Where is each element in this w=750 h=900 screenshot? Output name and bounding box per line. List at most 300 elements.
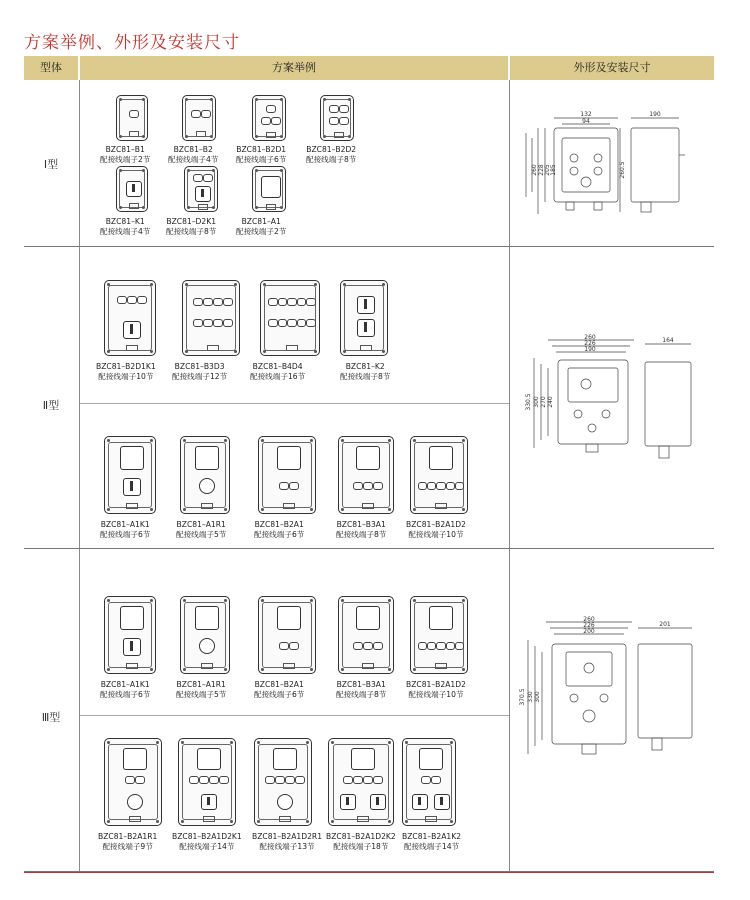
screw-icon: [185, 283, 188, 286]
terminal-note: 配接线端子10节: [408, 529, 464, 539]
selector-switch-icon: [123, 478, 141, 496]
enclosure-box: [338, 596, 394, 674]
indicator-lamp-icon: [373, 642, 383, 650]
screw-icon: [142, 206, 145, 209]
indicator-lamp-icon: [455, 642, 464, 650]
terminal-note: 配接线端子14节: [179, 841, 235, 851]
indicator-lamp-icon: [339, 117, 349, 125]
enclosure-box: [340, 280, 388, 356]
indicator-lamp-icon: [191, 110, 201, 118]
ammeter-icon: [429, 606, 453, 630]
indicator-lamp-icon: [265, 776, 275, 784]
terminal-note: 配接线端子13节: [259, 841, 315, 851]
scheme-caption: [326, 832, 396, 851]
screw-icon: [150, 439, 153, 442]
enclosure-box: [182, 95, 216, 141]
screw-icon: [224, 439, 227, 442]
dim-width-outer: 260: [583, 616, 595, 623]
screw-icon: [119, 169, 122, 172]
enclosure-box: [104, 596, 156, 674]
screw-icon: [314, 283, 317, 286]
screw-icon: [255, 135, 258, 138]
screw-icon: [187, 206, 190, 209]
dim-height-4: 185: [550, 164, 557, 176]
terminal-note: 配接线端子6节: [100, 689, 151, 699]
screw-icon: [255, 206, 258, 209]
model-number: BZC81–B2A1K2: [402, 832, 462, 841]
enclosure-box: [252, 95, 286, 141]
selector-switch-icon: [434, 794, 450, 810]
dim-width-inner: 190: [584, 346, 596, 353]
screw-icon: [450, 820, 453, 823]
indicator-lamp-icon: [455, 482, 464, 490]
screw-icon: [224, 599, 227, 602]
nameplate-icon: [126, 663, 138, 669]
terminal-note: 配接线端子4节: [168, 154, 219, 164]
scheme-caption: [236, 145, 286, 164]
screw-icon: [210, 98, 213, 101]
scheme-caption: [236, 217, 286, 236]
indicator-lamp-icon: [285, 776, 295, 784]
indicator-lamp-icon: [446, 642, 455, 650]
indicator-lamp-icon: [306, 298, 316, 306]
indicator-lamp-icon: [287, 319, 297, 327]
terminal-note: 配接线端子8节: [336, 689, 387, 699]
screw-icon: [314, 350, 317, 353]
screw-icon: [107, 283, 110, 286]
indicator-lamp-icon: [279, 482, 289, 490]
screw-icon: [212, 206, 215, 209]
enclosure-box: [252, 166, 286, 212]
indicator-lamp-icon: [275, 776, 285, 784]
indicator-lamp-icon: [329, 117, 339, 125]
header-dims: 外形及安装尺寸: [510, 56, 714, 80]
selector-switch-icon: [126, 181, 142, 197]
page-title: 方案举例、外形及安装尺寸: [24, 33, 240, 53]
switch-handle-icon: [130, 641, 133, 651]
indicator-lamp-icon: [436, 482, 445, 490]
nameplate-icon: [266, 132, 276, 138]
terminal-note: 配接线端子6节: [236, 154, 287, 164]
screw-icon: [183, 508, 186, 511]
terminal-note: 配接线端子6节: [100, 529, 151, 539]
dim-height-total: 330.5: [525, 393, 532, 411]
scheme-caption: [100, 217, 150, 236]
screw-icon: [107, 350, 110, 353]
indicator-lamp-icon: [418, 482, 427, 490]
scheme-caption: [100, 145, 150, 164]
indicator-lamp-icon: [193, 319, 203, 327]
sub-divider: [80, 715, 509, 716]
enclosure-box: [104, 280, 156, 356]
indicator-lamp-icon: [279, 642, 289, 650]
indicator-lamp-icon: [201, 110, 211, 118]
dim-height-2: 300: [534, 691, 541, 703]
screw-icon: [156, 820, 159, 823]
push-button-icon: [199, 638, 215, 654]
selector-switch-icon: [357, 296, 375, 314]
screw-icon: [462, 508, 465, 511]
screw-icon: [181, 820, 184, 823]
terminal-note: 配接线端子18节: [333, 841, 389, 851]
indicator-lamp-icon: [339, 105, 349, 113]
indicator-lamp-icon: [193, 298, 203, 306]
ammeter-icon: [123, 748, 147, 770]
screw-icon: [331, 741, 334, 744]
dim-width-outer: 260: [584, 334, 596, 341]
screw-icon: [413, 508, 416, 511]
push-button-icon: [127, 794, 143, 810]
dim-height-2: 270: [540, 396, 547, 408]
indicator-lamp-icon: [287, 298, 297, 306]
col-divider: [79, 80, 80, 872]
indicator-lamp-icon: [266, 105, 276, 113]
model-number: BZC81–B2A1R1: [98, 832, 158, 841]
screw-icon: [388, 439, 391, 442]
indicator-lamp-icon: [223, 319, 233, 327]
screw-icon: [341, 439, 344, 442]
indicator-lamp-icon: [295, 776, 305, 784]
screw-icon: [107, 741, 110, 744]
scheme-caption: [168, 145, 218, 164]
indicator-lamp-icon: [268, 319, 278, 327]
screw-icon: [343, 283, 346, 286]
indicator-lamp-icon: [189, 776, 199, 784]
screw-icon: [341, 508, 344, 511]
enclosure-box: [320, 95, 354, 141]
screw-icon: [212, 169, 215, 172]
nameplate-icon: [126, 345, 138, 351]
ammeter-icon: [277, 446, 301, 470]
indicator-lamp-icon: [418, 642, 427, 650]
screw-icon: [310, 439, 313, 442]
screw-icon: [341, 668, 344, 671]
screw-icon: [183, 599, 186, 602]
terminal-note: 配接线端子8节: [166, 226, 217, 236]
nameplate-icon: [360, 345, 372, 351]
indicator-lamp-icon: [353, 482, 363, 490]
scheme-caption: [254, 680, 304, 699]
screw-icon: [230, 741, 233, 744]
scheme-caption: [100, 520, 150, 539]
enclosure-box: [180, 596, 230, 674]
ammeter-icon: [195, 606, 219, 630]
enclosure-box: [328, 738, 394, 826]
scheme-caption: [340, 362, 390, 381]
screw-icon: [341, 599, 344, 602]
screw-icon: [263, 350, 266, 353]
indicator-lamp-icon: [135, 776, 145, 784]
dim-depth: 164: [662, 337, 674, 344]
row-label-type2: Ⅱ型: [42, 399, 60, 412]
terminal-note: 配接线端子16节: [250, 371, 306, 381]
indicator-lamp-icon: [199, 776, 209, 784]
scheme-caption: [406, 520, 466, 539]
model-number: BZC81–B2A1D2K1: [172, 832, 242, 841]
scheme-caption: [172, 362, 227, 381]
indicator-lamp-icon: [203, 319, 213, 327]
screw-icon: [119, 98, 122, 101]
screw-icon: [156, 741, 159, 744]
ammeter-icon: [419, 748, 443, 770]
nameplate-icon: [201, 503, 213, 509]
screw-icon: [210, 135, 213, 138]
switch-handle-icon: [132, 184, 135, 192]
switch-handle-icon: [346, 797, 349, 805]
screw-icon: [150, 283, 153, 286]
indicator-lamp-icon: [117, 296, 127, 304]
nameplate-icon: [425, 816, 437, 822]
dim-height-total: 260.5: [619, 161, 626, 179]
selector-switch-icon: [195, 186, 211, 202]
terminal-note: 配接线端子2节: [100, 154, 151, 164]
nameplate-icon: [129, 131, 139, 137]
scheme-caption: [166, 217, 216, 236]
scheme-caption: [336, 520, 386, 539]
screw-icon: [107, 439, 110, 442]
ammeter-icon: [197, 748, 221, 770]
nameplate-icon: [362, 503, 374, 509]
enclosure-box: [402, 738, 456, 826]
terminal-note: 配接线端子5节: [176, 529, 227, 539]
terminal-note: 配接线端子14节: [403, 841, 460, 851]
indicator-lamp-icon: [436, 642, 445, 650]
model-number: BZC81–B2: [173, 145, 213, 154]
scheme-caption: [406, 680, 466, 699]
nameplate-icon: [283, 503, 295, 509]
switch-handle-icon: [130, 324, 133, 334]
screw-icon: [310, 508, 313, 511]
screw-icon: [107, 668, 110, 671]
dim-width-mid: 226: [584, 340, 596, 347]
model-number: BZC81–B2D1: [236, 145, 287, 154]
screw-icon: [280, 169, 283, 172]
scheme-caption: [176, 680, 226, 699]
enclosure-box: [182, 280, 240, 356]
terminal-note: 配接线端子5节: [176, 689, 227, 699]
screw-icon: [388, 508, 391, 511]
ammeter-icon: [277, 606, 301, 630]
ammeter-icon: [261, 176, 281, 198]
nameplate-icon: [129, 203, 139, 209]
terminal-note: 配接线端子8节: [336, 529, 387, 539]
indicator-lamp-icon: [278, 298, 288, 306]
selector-switch-icon: [123, 321, 141, 339]
switch-handle-icon: [418, 797, 421, 805]
indicator-lamp-icon: [125, 776, 135, 784]
dim-width-outer: 132: [580, 111, 592, 118]
model-number: BZC81–B2A1: [254, 520, 304, 529]
ammeter-icon: [273, 748, 297, 770]
nameplate-icon: [198, 204, 208, 210]
indicator-lamp-icon: [353, 776, 363, 784]
screw-icon: [382, 283, 385, 286]
screw-icon: [261, 599, 264, 602]
enclosure-box: [410, 596, 468, 674]
dim-height-2: 228: [538, 164, 545, 176]
screw-icon: [306, 741, 309, 744]
indicator-lamp-icon: [373, 776, 383, 784]
screw-icon: [119, 135, 122, 138]
screw-icon: [331, 820, 334, 823]
nameplate-icon: [435, 503, 447, 509]
selector-switch-icon: [201, 794, 217, 810]
screw-icon: [462, 599, 465, 602]
indicator-lamp-icon: [297, 319, 307, 327]
model-number: BZC81–A1R1: [176, 520, 226, 529]
scheme-caption: [96, 362, 156, 381]
enclosure-box: [258, 436, 316, 514]
screw-icon: [185, 135, 188, 138]
scheme-caption: [252, 832, 322, 851]
indicator-lamp-icon: [129, 110, 139, 118]
screw-icon: [450, 741, 453, 744]
terminal-note: 配接线端子9节: [102, 841, 153, 851]
screw-icon: [257, 741, 260, 744]
ammeter-icon: [429, 446, 453, 470]
screw-icon: [185, 98, 188, 101]
model-number: BZC81–B2A1: [254, 680, 304, 689]
indicator-lamp-icon: [268, 298, 278, 306]
screw-icon: [255, 98, 258, 101]
header-type: 型体: [24, 56, 78, 80]
ammeter-icon: [351, 748, 375, 770]
screw-icon: [255, 169, 258, 172]
screw-icon: [183, 668, 186, 671]
terminal-note: 配接线端子6节: [254, 689, 305, 699]
indicator-lamp-icon: [137, 296, 147, 304]
screw-icon: [405, 820, 408, 823]
dim-height-1: 260: [531, 164, 538, 176]
nameplate-icon: [286, 345, 298, 351]
indicator-lamp-icon: [289, 482, 299, 490]
enclosure-box: [338, 436, 394, 514]
indicator-lamp-icon: [209, 776, 219, 784]
nameplate-icon: [126, 503, 138, 509]
indicator-lamp-icon: [363, 642, 373, 650]
indicator-lamp-icon: [297, 298, 307, 306]
screw-icon: [388, 599, 391, 602]
header-scheme: 方案举例: [80, 56, 508, 80]
nameplate-icon: [266, 204, 276, 210]
ammeter-icon: [356, 446, 380, 470]
nameplate-icon: [201, 663, 213, 669]
screw-icon: [405, 741, 408, 744]
enclosure-box: [184, 166, 218, 212]
screw-icon: [107, 820, 110, 823]
indicator-lamp-icon: [271, 117, 281, 125]
switch-handle-icon: [364, 322, 367, 332]
model-number: BZC81–A1R1: [176, 680, 226, 689]
screw-icon: [413, 439, 416, 442]
sub-divider: [80, 403, 509, 404]
enclosure-box: [104, 738, 162, 826]
nameplate-icon: [203, 816, 215, 822]
ammeter-icon: [120, 446, 144, 470]
screw-icon: [343, 350, 346, 353]
terminal-note: 配接线端子4节: [100, 226, 151, 236]
selector-switch-icon: [357, 319, 375, 337]
model-number: BZC81–K1: [105, 217, 145, 226]
selector-switch-icon: [123, 638, 141, 656]
indicator-lamp-icon: [427, 642, 436, 650]
screw-icon: [150, 599, 153, 602]
indicator-lamp-icon: [223, 298, 233, 306]
enclosure-box: [254, 738, 312, 826]
screw-icon: [261, 439, 264, 442]
nameplate-icon: [129, 816, 141, 822]
indicator-lamp-icon: [203, 298, 213, 306]
enclosure-panel: [264, 285, 315, 350]
model-number: BZC81–K2: [345, 362, 385, 371]
dim-width-inner: 94: [582, 118, 590, 125]
indicator-lamp-icon: [363, 776, 373, 784]
switch-handle-icon: [376, 797, 379, 805]
ammeter-icon: [195, 446, 219, 470]
model-number: BZC81–B3A1: [336, 680, 386, 689]
screw-icon: [107, 599, 110, 602]
screw-icon: [306, 820, 309, 823]
indicator-lamp-icon: [193, 174, 203, 182]
indicator-lamp-icon: [431, 776, 441, 784]
push-button-icon: [277, 794, 293, 810]
screw-icon: [462, 439, 465, 442]
scheme-caption: [98, 832, 157, 851]
model-number: BZC81–B2D1K1: [96, 362, 156, 371]
switch-handle-icon: [440, 797, 443, 805]
indicator-lamp-icon: [127, 296, 137, 304]
screw-icon: [348, 135, 351, 138]
screw-icon: [150, 508, 153, 511]
model-number: BZC81–B4D4: [252, 362, 303, 371]
nameplate-icon: [334, 132, 344, 138]
nameplate-icon: [362, 663, 374, 669]
scheme-caption: [100, 680, 150, 699]
enclosure-box: [104, 436, 156, 514]
screw-icon: [119, 206, 122, 209]
indicator-lamp-icon: [446, 482, 455, 490]
screw-icon: [310, 668, 313, 671]
screw-icon: [142, 169, 145, 172]
screw-icon: [388, 741, 391, 744]
ammeter-icon: [120, 606, 144, 630]
dim-height-3: 205: [544, 164, 551, 176]
row-divider: [24, 548, 714, 549]
screw-icon: [230, 820, 233, 823]
terminal-note: 配接线端子10节: [408, 689, 464, 699]
screw-icon: [234, 350, 237, 353]
screw-icon: [261, 508, 264, 511]
screw-icon: [150, 668, 153, 671]
model-number: BZC81–B2A1D2: [406, 680, 466, 689]
selector-switch-icon: [412, 794, 428, 810]
terminal-note: 配接线端子12节: [172, 371, 228, 381]
nameplate-icon: [207, 345, 219, 351]
screw-icon: [382, 350, 385, 353]
model-number: BZC81–B2A1D2: [406, 520, 466, 529]
dim-depth: 190: [649, 111, 661, 118]
screw-icon: [183, 439, 186, 442]
indicator-lamp-icon: [203, 174, 213, 182]
screw-icon: [181, 741, 184, 744]
enclosure-box: [410, 436, 468, 514]
screw-icon: [261, 668, 264, 671]
scheme-caption: [254, 520, 304, 539]
screw-icon: [413, 599, 416, 602]
nameplate-icon: [283, 663, 295, 669]
indicator-lamp-icon: [373, 482, 383, 490]
enclosure-box: [260, 280, 320, 356]
